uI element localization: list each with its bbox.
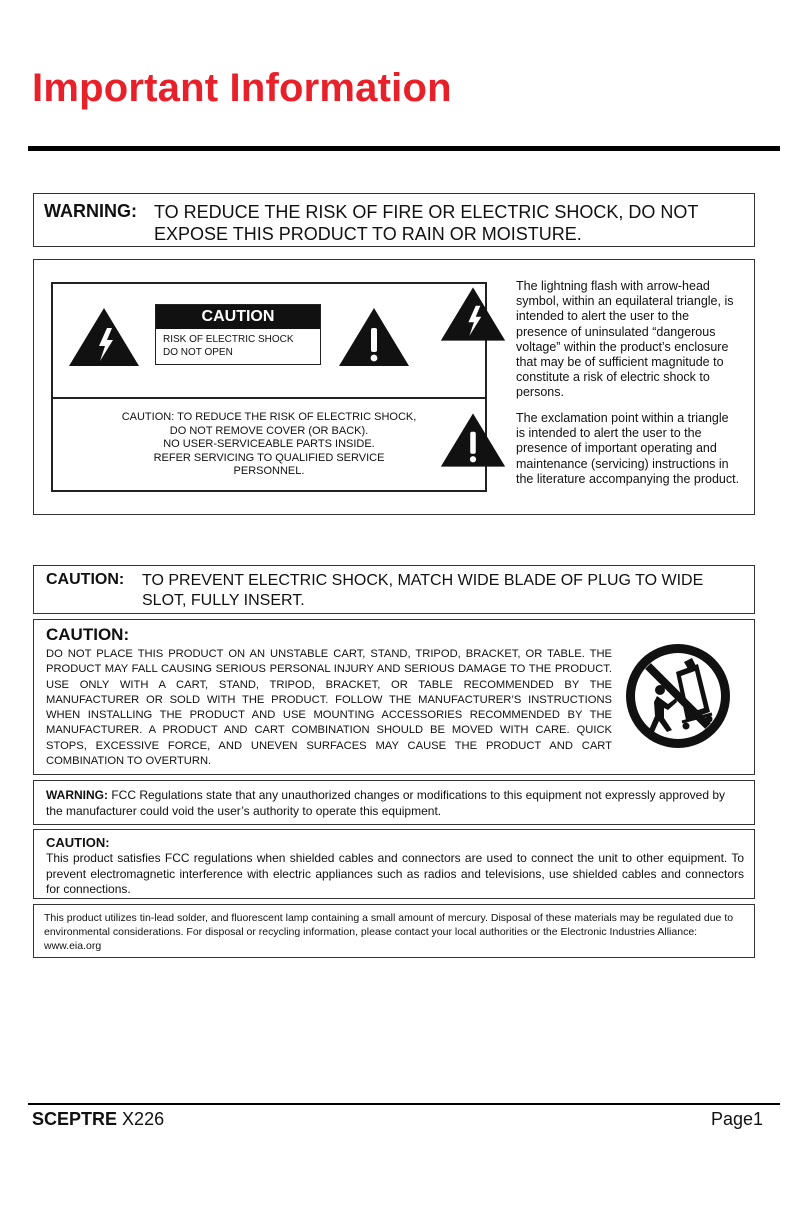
lightning-description: The lightning flash with arrow-head symbol, within an equilateral triangle, is intended to alert the user to the presence of uninsulated “dangerous voltage” within the product’s enclosure that may be of sufficient magnitude to constitute a risk of electric shock to persons. bbox=[516, 279, 734, 400]
warning-label: WARNING: bbox=[44, 201, 137, 221]
footer-page-number: Page1 bbox=[710, 1109, 763, 1129]
lightning-symbol-icon bbox=[439, 284, 507, 344]
title-rule bbox=[28, 146, 780, 151]
footer-model: X226 bbox=[122, 1109, 165, 1129]
cart-caution-text: DO NOT PLACE THIS PRODUCT ON AN UNSTABLE CART, STAND, TRIPOD, BRACKET, OR TABLE. THE PRODUCT MAY FALL CAUSING SERIOUS PERSONAL INJURY AND SERIOUS DAMAGE TO THE PRODUCT. USE ONLY WITH A CART, STAND, TRIPOD, BRACKET, OR TABLE RECOMMENDED BY THE MANUFACTURER OR SOLD WITH THE PRODUCT. FOLLOW THE MANUFACTURER’S INSTRUCTIONS WHEN INSTALLING THE PRODUCT AND USE MOUNTING ACCESSORIES RECOMMENDED BY THE MANUFACTURER. A PRODUCT AND CART COMBINATION SHOULD BE MOVED WITH CARE. QUICK STOPS, EXCESSIVE FORCE, AND UNEVEN SURFACES MAY CAUSE THE PRODUCT AND CART COMBINATION TO OVERTURN. bbox=[46, 648, 612, 768]
footer-product bbox=[32, 1109, 164, 1130]
caution-sticker-line1: RISK OF ELECTRIC SHOCK bbox=[163, 334, 294, 345]
exclamation-symbol-icon bbox=[439, 410, 507, 470]
exclamation-triangle-icon bbox=[337, 306, 411, 368]
caution-instructions-line4: REFER SERVICING TO QUALIFIED SERVICE bbox=[153, 451, 385, 464]
fcc-warning-box bbox=[33, 780, 755, 825]
footer-rule bbox=[28, 1103, 780, 1105]
caution-sticker bbox=[155, 304, 321, 365]
cables-caution-text: This product satisfies FCC regulations when shielded cables and connectors are used to connect the unit to other equipment. To prevent electromagnetic interference with electric appliances such as radios and televisions, use shielded cables and connectors for connections. bbox=[46, 851, 744, 896]
warning-text: TO REDUCE THE RISK OF FIRE OR ELECTRIC SHOCK, DO NOT EXPOSE THIS PRODUCT TO RAIN OR MOISTURE. bbox=[154, 202, 699, 244]
cables-caution-header: CAUTION: bbox=[46, 835, 110, 850]
mercury-notice-text: This product utilizes tin-lead solder, and fluorescent lamp containing a small amount of mercury. Disposal of these materials may be regulated due to environmental considerations. For disposal or recycling information, please contact your local authorities or the Electronic Industries Alliance: www.eia.org bbox=[44, 912, 734, 952]
caution-label-panel bbox=[51, 282, 487, 492]
lightning-triangle-icon bbox=[67, 306, 141, 368]
safety-symbols-box bbox=[33, 259, 755, 515]
footer-brand: SCEPTRE bbox=[32, 1109, 118, 1129]
caution-instructions-line3: NO USER-SERVICEABLE PARTS INSIDE. bbox=[163, 438, 375, 450]
caution-instructions bbox=[53, 411, 485, 479]
warning-box bbox=[33, 193, 755, 247]
fcc-warning-label: WARNING: bbox=[46, 788, 108, 802]
plug-caution-text: TO PREVENT ELECTRIC SHOCK, MATCH WIDE BLADE OF PLUG TO WIDE SLOT, FULLY INSERT. bbox=[142, 572, 704, 609]
cart-caution-box bbox=[33, 619, 755, 775]
caution-sticker-line2: DO NOT OPEN bbox=[163, 347, 233, 358]
plug-caution-label: CAUTION: bbox=[46, 571, 125, 588]
caution-sticker-header: CAUTION bbox=[156, 305, 320, 329]
page-title: Important Information bbox=[32, 66, 452, 110]
panel-divider bbox=[53, 397, 485, 399]
cart-caution-header: CAUTION: bbox=[46, 625, 130, 644]
mercury-notice-box bbox=[33, 904, 755, 958]
cart-tipover-icon bbox=[624, 642, 732, 750]
fcc-warning-text: FCC Regulations state that any unauthorized changes or modifications to this equipment not expressly approved by the manufacturer could void the user’s authority to operate this equipment. bbox=[46, 788, 726, 818]
caution-instructions-line5: PERSONNEL. bbox=[233, 465, 305, 477]
caution-instructions-line1: CAUTION: TO REDUCE THE RISK OF ELECTRIC SHOCK, bbox=[121, 411, 417, 423]
exclamation-description: The exclamation point within a triangle is intended to alert the user to the presence of important operating and maintenance (servicing) instructions in the literature accompanying the product. bbox=[516, 411, 740, 486]
caution-instructions-line2: DO NOT REMOVE COVER (OR BACK). bbox=[169, 424, 369, 437]
cables-caution-box bbox=[33, 829, 755, 899]
plug-caution-box bbox=[33, 565, 755, 614]
